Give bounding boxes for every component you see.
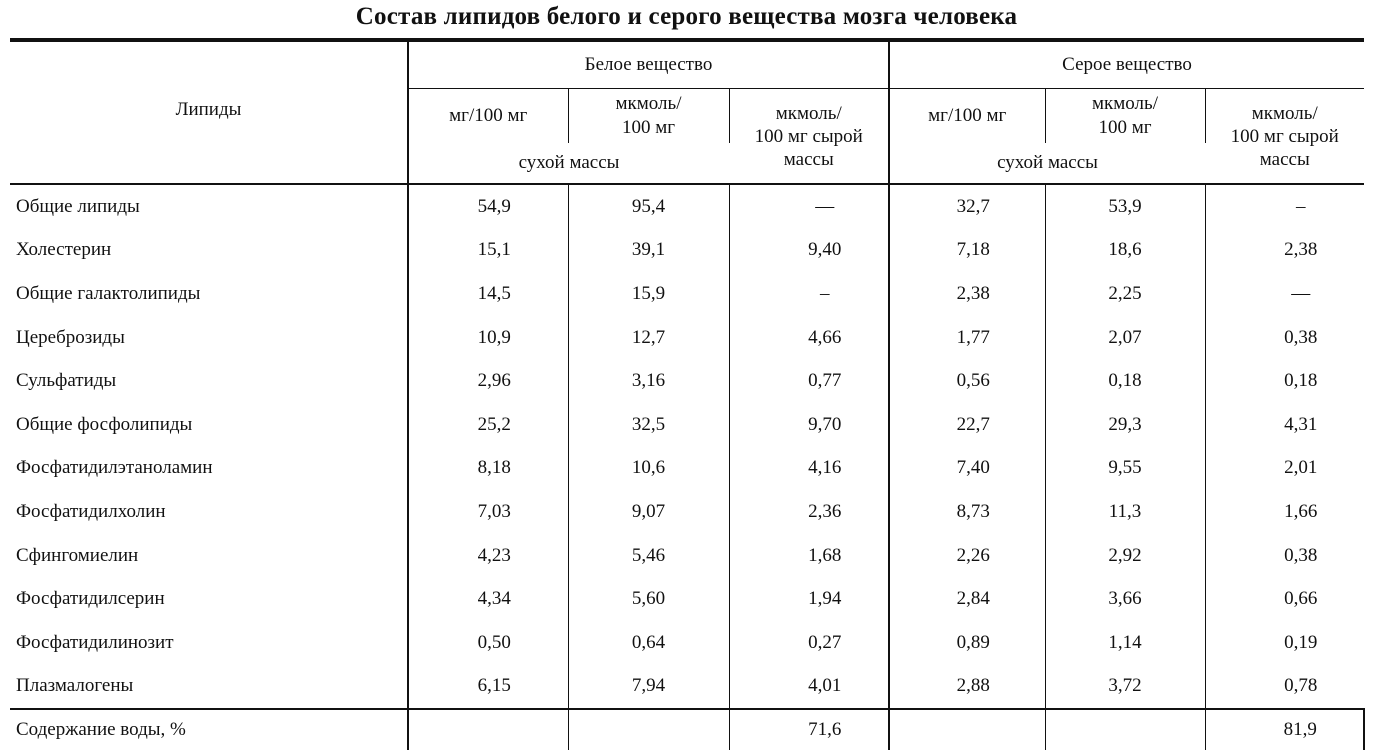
cell-empty: [1045, 709, 1205, 750]
cell-g-wet: 0,78: [1284, 675, 1318, 697]
cell-w-mg: 54,9: [408, 184, 568, 229]
cell-g-wet: 0,18: [1284, 370, 1318, 392]
cell-w-mg: 4,34: [408, 577, 568, 621]
cell-g-wet: —: [1291, 282, 1311, 304]
lipid-name: Холестерин: [10, 229, 408, 273]
cell-g-mg: 7,18: [889, 229, 1045, 273]
cell-g-umol: 2,07: [1045, 316, 1205, 360]
header-gray-matter: Серое вещество: [889, 40, 1364, 89]
cell-g-mg: 2,38: [889, 272, 1045, 316]
cell-g-umol: 18,6: [1045, 229, 1205, 273]
table-row: [10, 229, 1364, 273]
cell-w-wet: 9,70: [729, 403, 889, 447]
cell-w-umol: 15,9: [568, 272, 729, 316]
cell-w-mg: 4,23: [408, 534, 568, 578]
cell-w-mg: 8,18: [408, 447, 568, 491]
cell-g-mg: 2,26: [889, 534, 1045, 578]
cell-w-wet: 1,68: [729, 534, 889, 578]
lipid-name: Общие фосфолипиды: [10, 403, 408, 447]
cell-w-umol: 5,46: [568, 534, 729, 578]
cell-w-mg: 10,9: [408, 316, 568, 360]
lipid-name: Общие галактолипиды: [10, 272, 408, 316]
header-lipids: Липиды: [10, 40, 408, 184]
header-white-wet: мкмоль/ 100 мг сырой массы: [729, 89, 889, 185]
cell-w-umol: 0,64: [568, 621, 729, 665]
header-white-mg: мг/100 мг: [408, 89, 568, 144]
cell-w-umol: 39,1: [568, 229, 729, 273]
cell-w-umol: 12,7: [568, 316, 729, 360]
cell-g-umol: 0,18: [1045, 359, 1205, 403]
lipid-name: Фосфатидилинозит: [10, 621, 408, 665]
header-gray-mg: мг/100 мг: [889, 89, 1045, 144]
lipid-name: Общие липиды: [10, 184, 408, 229]
cell-w-mg: 15,1: [408, 229, 568, 273]
lipid-name: Цереброзиды: [10, 316, 408, 360]
cell-g-wet: 0,38: [1284, 544, 1318, 566]
cell-g-umol: 9,55: [1045, 447, 1205, 491]
header-white-dry-mass: сухой массы: [408, 143, 729, 184]
cell-g-umol: 11,3: [1045, 490, 1205, 534]
lipid-name: Фосфатидилсерин: [10, 577, 408, 621]
cell-w-wet: 2,36: [729, 490, 889, 534]
cell-w-mg: 7,03: [408, 490, 568, 534]
cell-g-wet: 0,19: [1284, 631, 1318, 653]
lipid-name: Сульфатиды: [10, 359, 408, 403]
cell-w-umol: 3,16: [568, 359, 729, 403]
cell-gray-water: 81,9: [1205, 709, 1364, 750]
cell-g-mg: 32,7: [889, 184, 1045, 229]
cell-w-mg: 6,15: [408, 665, 568, 710]
cell-w-wet: 9,40: [729, 229, 889, 273]
header-white-umol: мкмоль/ 100 мг: [568, 89, 729, 144]
header-gray-dry-mass: сухой массы: [889, 143, 1205, 184]
cell-g-umol: 2,92: [1045, 534, 1205, 578]
cell-g-umol: 3,66: [1045, 577, 1205, 621]
table-row: [10, 316, 1364, 360]
cell-g-mg: 0,89: [889, 621, 1045, 665]
cell-w-wet: 4,66: [729, 316, 889, 360]
cell-g-mg: 1,77: [889, 316, 1045, 360]
cell-w-mg: 0,50: [408, 621, 568, 665]
table-row: [10, 447, 1364, 491]
table-row: [10, 403, 1364, 447]
cell-g-wet: 0,38: [1284, 326, 1318, 348]
header-white-matter: Белое вещество: [408, 40, 889, 89]
cell-w-wet: 4,16: [729, 447, 889, 491]
table-row: [10, 534, 1364, 578]
table-body: [10, 184, 1364, 750]
cell-empty: [889, 709, 1045, 750]
lipid-name: Плазмалогены: [10, 665, 408, 710]
cell-empty: [408, 709, 568, 750]
cell-w-umol: 9,07: [568, 490, 729, 534]
cell-w-wet: —: [729, 184, 889, 229]
lipid-name: Фосфатидилэтаноламин: [10, 447, 408, 491]
cell-w-umol: 7,94: [568, 665, 729, 710]
cell-g-mg: 2,88: [889, 665, 1045, 710]
cell-g-wet: –: [1296, 195, 1306, 217]
cell-w-wet: –: [729, 272, 889, 316]
table-row: [10, 621, 1364, 665]
table-row: [10, 577, 1364, 621]
cell-w-mg: 14,5: [408, 272, 568, 316]
cell-g-wet: 4,31: [1284, 413, 1318, 435]
cell-w-mg: 2,96: [408, 359, 568, 403]
table-row: [10, 184, 1364, 229]
cell-w-wet: 4,01: [729, 665, 889, 710]
cell-white-water: 71,6: [729, 709, 889, 750]
table-row: [10, 665, 1364, 710]
cell-w-mg: 25,2: [408, 403, 568, 447]
lipid-name: Фосфатидилхолин: [10, 490, 408, 534]
cell-g-mg: 0,56: [889, 359, 1045, 403]
cell-w-umol: 95,4: [568, 184, 729, 229]
header-gray-wet: мкмоль/ 100 мг сырой массы: [1205, 89, 1364, 185]
cell-w-wet: 0,77: [729, 359, 889, 403]
table-row: [10, 272, 1364, 316]
cell-g-umol: 29,3: [1045, 403, 1205, 447]
cell-empty: [568, 709, 729, 750]
cell-g-wet: 2,38: [1284, 239, 1318, 261]
cell-g-wet: 0,66: [1284, 588, 1318, 610]
cell-g-umol: 3,72: [1045, 665, 1205, 710]
cell-g-wet: 1,66: [1284, 500, 1318, 522]
cell-g-mg: 8,73: [889, 490, 1045, 534]
cell-g-mg: 22,7: [889, 403, 1045, 447]
water-content-row: [10, 709, 1364, 750]
cell-g-umol: 2,25: [1045, 272, 1205, 316]
header-gray-umol: мкмоль/ 100 мг: [1045, 89, 1205, 144]
cell-g-mg: 7,40: [889, 447, 1045, 491]
lipid-name: Сфингомиелин: [10, 534, 408, 578]
page-title: Состав липидов белого и серого вещества мозга человека: [355, 3, 1018, 30]
cell-w-umol: 5,60: [568, 577, 729, 621]
cell-g-mg: 2,84: [889, 577, 1045, 621]
cell-g-umol: 53,9: [1045, 184, 1205, 229]
cell-w-umol: 10,6: [568, 447, 729, 491]
water-content-label: Содержание воды, %: [10, 709, 408, 750]
table-row: [10, 490, 1364, 534]
cell-g-umol: 1,14: [1045, 621, 1205, 665]
cell-w-wet: 0,27: [729, 621, 889, 665]
lipid-composition-table: [10, 38, 1365, 750]
cell-g-wet: 2,01: [1284, 457, 1318, 479]
cell-w-umol: 32,5: [568, 403, 729, 447]
table-row: [10, 359, 1364, 403]
cell-w-wet: 1,94: [729, 577, 889, 621]
